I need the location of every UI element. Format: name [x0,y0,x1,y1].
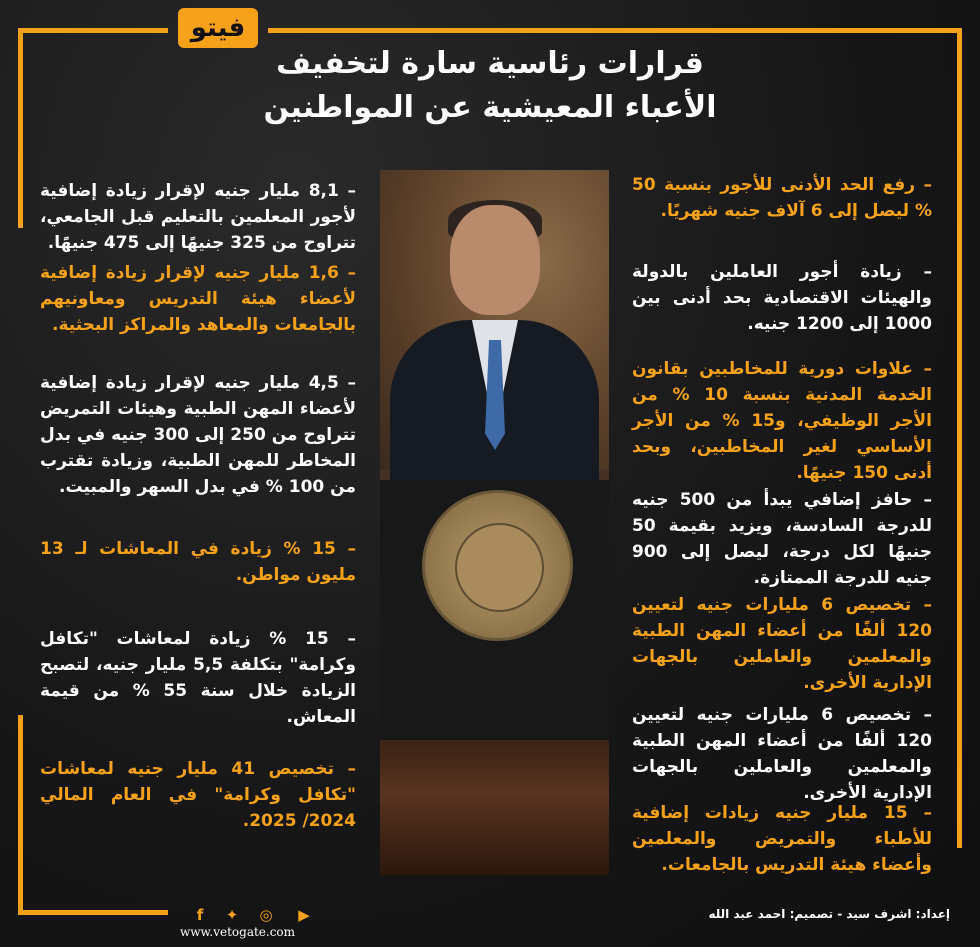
instagram-icon[interactable]: ◎ [259,906,273,924]
left-item: – 15 % زيادة لمعاشات "تكافل وكرامة" بتكلفة 5,5 مليار جنيه، لتصبح الزيادة خلال سنة 55 % من قيمة المعاش. [40,629,357,727]
frame-top-left [18,28,168,33]
page-title [250,42,730,130]
right-column [632,172,932,892]
left-item: – تخصيص 41 مليار جنيه لمعاشات "تكافل وكرامة" في العام المالي 2024/ 2025. [40,759,357,831]
left-column [40,178,356,878]
twitter-icon[interactable]: ✦ [225,906,239,924]
right-item: – تخصيص 6 مليارات جنيه لتعيين 120 ألفًا من أعضاء المهن الطبية والمعلمين والعاملين بالجهات الإدارية الأخرى. [632,705,933,803]
website-url[interactable]: www.vetogate.com [180,925,296,939]
frame-bottom-left [18,910,168,915]
title-line-1: قرارات رئاسية سارة لتخفيف [276,46,704,81]
credits: إعداد: اشرف سيد - تصميم: احمد عبد الله [708,907,950,921]
wood-panel [380,740,609,875]
right-item: – تخصيص 6 مليارات جنيه لتعيين 120 ألفًا من أعضاء المهن الطبية والمعلمين والعاملين بالجهات الإدارية الأخرى. [632,595,933,693]
frame-top-right [268,28,962,33]
presidential-seal [422,490,573,641]
eagle-emblem [455,523,544,612]
frame-right [957,28,962,848]
youtube-icon[interactable]: ▶ [298,906,310,924]
left-item: – 1,6 مليار جنيه لإقرار زيادة إضافية لأعضاء هيئة التدريس ومعاونيهم بالجامعات والمعاهد والمراكز البحثية. [40,263,357,335]
logo-text: فيتو [190,13,246,43]
frame-left-bottom [18,715,23,915]
right-item: – رفع الحد الأدنى للأجور بنسبة 50 % ليصل إلى 6 آلاف جنيه شهريًا. [632,175,932,221]
logo [178,8,258,48]
right-item: – حافز إضافي يبدأ من 500 جنيه للدرجة السادسة، ويزيد بقيمة 50 جنيهًا لكل درجة، ليصل إلى 900 جنيه للدرجة الممتازة. [632,490,932,588]
president-photo [380,170,609,875]
left-item: – 15 % زيادة في المعاشات لـ 13 مليون مواطن. [40,539,357,585]
right-item: – علاوات دورية للمخاطبين بقانون الخدمة المدنية بنسبة 10 % من الأجر الوظيفي، و15 % من الأجر الأساسي لغير المخاطبين، وبحد أدنى 150 جنيهًا. [632,359,932,483]
title-line-2: الأعباء المعيشية عن المواطنين [263,90,717,125]
head [450,205,540,315]
right-item: – 15 مليار جنيه زيادات إضافية للأطباء والتمريض والمعلمين وأعضاء هيئة التدريس بالجامعات. [632,803,932,875]
left-item: – 4,5 مليار جنيه لإقرار زيادة إضافية لأعضاء المهن الطبية وهيئات التمريض تتراوح من 250 إلى 300 جنيه في بدل المخاطر للمهن الطبية، وزيادة تقترب من 100 % في بدل السهر والمبيت. [40,373,357,497]
right-item: – زيادة أجور العاملين بالدولة والهيئات الاقتصادية بحد أدنى بين 1000 إلى 1200 جنيه. [632,262,932,334]
left-item: – 8,1 مليار جنيه لإقرار زيادة إضافية لأجور المعلمين بالتعليم قبل الجامعي، تتراوح من 325 جنيهًا إلى 475 جنيهًا. [40,181,357,253]
facebook-icon[interactable]: f [196,906,204,924]
frame-left-top [18,28,23,228]
